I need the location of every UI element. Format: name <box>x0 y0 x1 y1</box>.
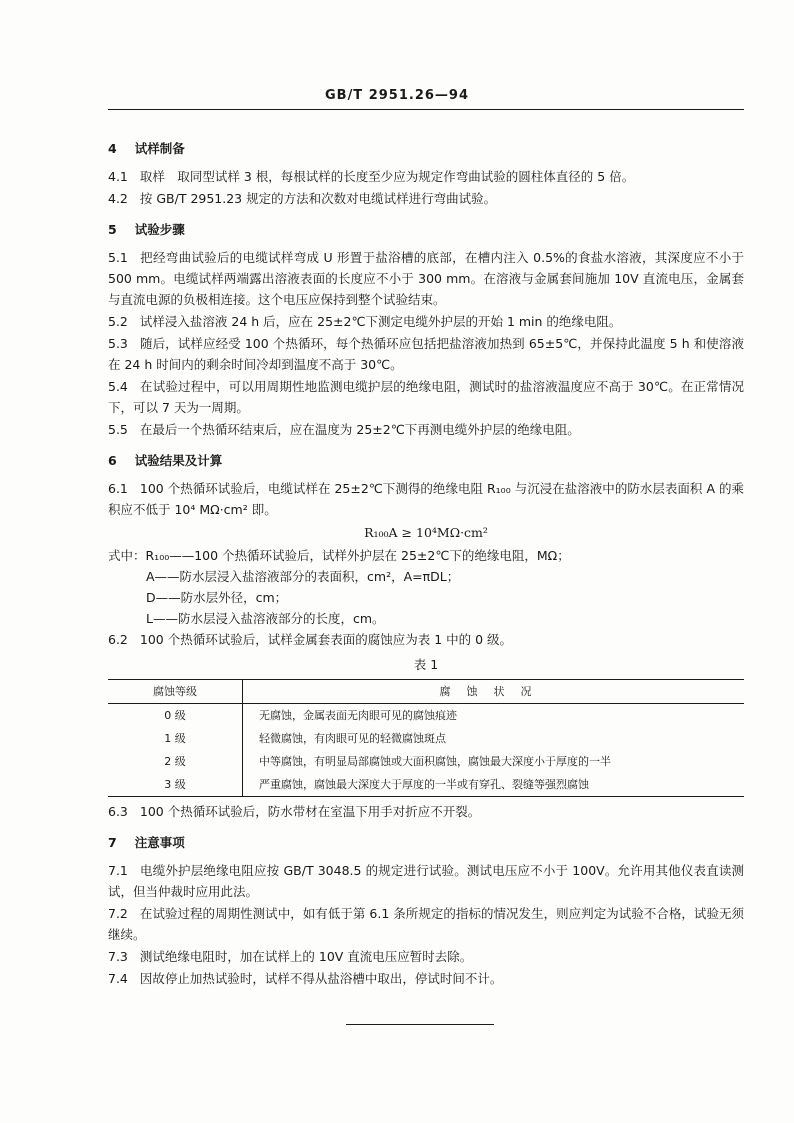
clause-4-2: 4.2 按 GB/T 2951.23 规定的方法和次数对电缆试样进行弯曲试验。 <box>108 191 497 206</box>
table-header-row <box>108 680 744 704</box>
definition-r100: 式中：R₁₀₀——100 个热循环试验后，试样外护层在 25±2℃下的绝缘电阻，MΩ； <box>108 548 570 563</box>
section-7-heading: 7 注意事项 <box>108 835 185 850</box>
condition-cell: 轻微腐蚀，有肉眼可见的轻微腐蚀斑点 <box>259 732 446 745</box>
clause-7-2: 7.2 在试验过程的周期性测试中，如有低于第 6.1 条所规定的指标的情况发生，则应判定为试验不合格，试验无须继续。 <box>108 906 744 942</box>
definition-d: D——防水层外径，cm； <box>146 590 288 605</box>
document-code: GB/T 2951.26—94 <box>324 88 470 103</box>
clause-5-3: 5.3 随后，试样应经受 100 个热循环，每个热循环应包括把盐溶液加热到 65±5℃，并保持此温度 5 h 和使溶液在 24 h 时间内的剩余时间冷却到温度不高于 30℃。 <box>108 336 744 372</box>
table-row <box>108 750 744 773</box>
end-rule <box>346 1024 494 1025</box>
grade-cell: 0 级 <box>108 704 243 728</box>
table-1-title: 表 1 <box>413 657 439 672</box>
grade-cell: 1 级 <box>108 727 243 750</box>
table-row <box>108 773 744 797</box>
grade-cell: 3 级 <box>108 773 243 797</box>
definition-l: L——防水层浸入盐溶液部分的长度，cm。 <box>146 611 385 626</box>
resistance-formula: R₁₀₀A ≥ 10⁴MΩ·cm² <box>364 525 488 540</box>
column-header-condition: 腐蚀状况 <box>243 680 745 704</box>
clause-7-4: 7.4 因故停止加热试验时，试样不得从盐浴槽中取出，停试时间不计。 <box>108 971 503 986</box>
condition-cell: 无腐蚀，金属表面无肉眼可见的腐蚀痕迹 <box>259 709 457 722</box>
condition-cell: 严重腐蚀，腐蚀最大深度大于厚度的一半或有穿孔、裂缝等强烈腐蚀 <box>243 773 745 797</box>
section-6-heading: 6 试验结果及计算 <box>108 453 223 468</box>
clause-4-1: 4.1 取样 取同型试样 3 根，每根试样的长度至少应为规定作弯曲试验的圆柱体直径的 5 倍。 <box>108 169 635 184</box>
section-5-heading: 5 试验步骤 <box>108 222 185 237</box>
table-row <box>108 727 744 750</box>
condition-cell: 中等腐蚀，有明显局部腐蚀或大面积腐蚀，腐蚀最大深度小于厚度的一半 <box>259 755 611 768</box>
formula-definitions <box>108 545 744 629</box>
clause-7-3: 7.3 测试绝缘电阻时，加在试样上的 10V 直流电压应暂时去除。 <box>108 949 473 964</box>
clause-7-1: 7.1 电缆外护层绝缘电阻应按 GB/T 3048.5 的规定进行试验。测试电压应不小于 100V。允许用其他仪表直读测试，但当仲裁时应用此法。 <box>108 863 744 899</box>
document-body <box>108 138 744 990</box>
clause-6-1: 6.1 100 个热循环试验后，电缆试样在 25±2℃下测得的绝缘电阻 R₁₀₀ 与沉浸在盐溶液中的防水层表面积 A 的乘积应不低于 10⁴ MΩ·cm² 即。 <box>108 481 744 517</box>
clause-5-2: 5.2 试样浸入盐溶液 24 h 后，应在 25±2℃下测定电缆外护层的开始 1 min 的绝缘电阻。 <box>108 314 622 329</box>
clause-5-4: 5.4 在试验过程中，可以用周期性地监测电缆护层的绝缘电阻，测试时的盐溶液温度应不高于 30℃。在正常情况下，可以 7 天为一周期。 <box>108 379 744 415</box>
definition-a: A——防水层浸入盐溶液部分的表面积，cm²，A=πDL； <box>146 569 460 584</box>
corrosion-grade-table <box>108 679 744 797</box>
table-row <box>108 704 744 728</box>
column-header-grade: 腐蚀等级 <box>108 680 243 704</box>
header-rule <box>108 109 744 110</box>
clause-6-3: 6.3 100 个热循环试验后，防水带材在室温下用手对折应不开裂。 <box>108 804 481 819</box>
clause-5-5: 5.5 在最后一个热循环结束后，应在温度为 25±2℃下再测电缆外护层的绝缘电阻。 <box>108 422 580 437</box>
grade-cell: 2 级 <box>108 750 243 773</box>
section-4-heading: 4 试样制备 <box>108 141 185 156</box>
clause-5-1: 5.1 把经弯曲试验后的电缆试样弯成 U 形置于盐浴槽的底部，在槽内注入 0.5%的食盐水溶液，其深度应不小于 500 mm。电缆试样两端露出溶液表面的长度应不小于 300 mm。在溶液与金属套间施加 10V 直流电压，金属套与直流电源的负极相连接。这个电压应保持到整个试验结束。 <box>108 250 744 307</box>
clause-6-2: 6.2 100 个热循环试验后，试样金属套表面的腐蚀应为表 1 中的 0 级。 <box>108 632 513 647</box>
